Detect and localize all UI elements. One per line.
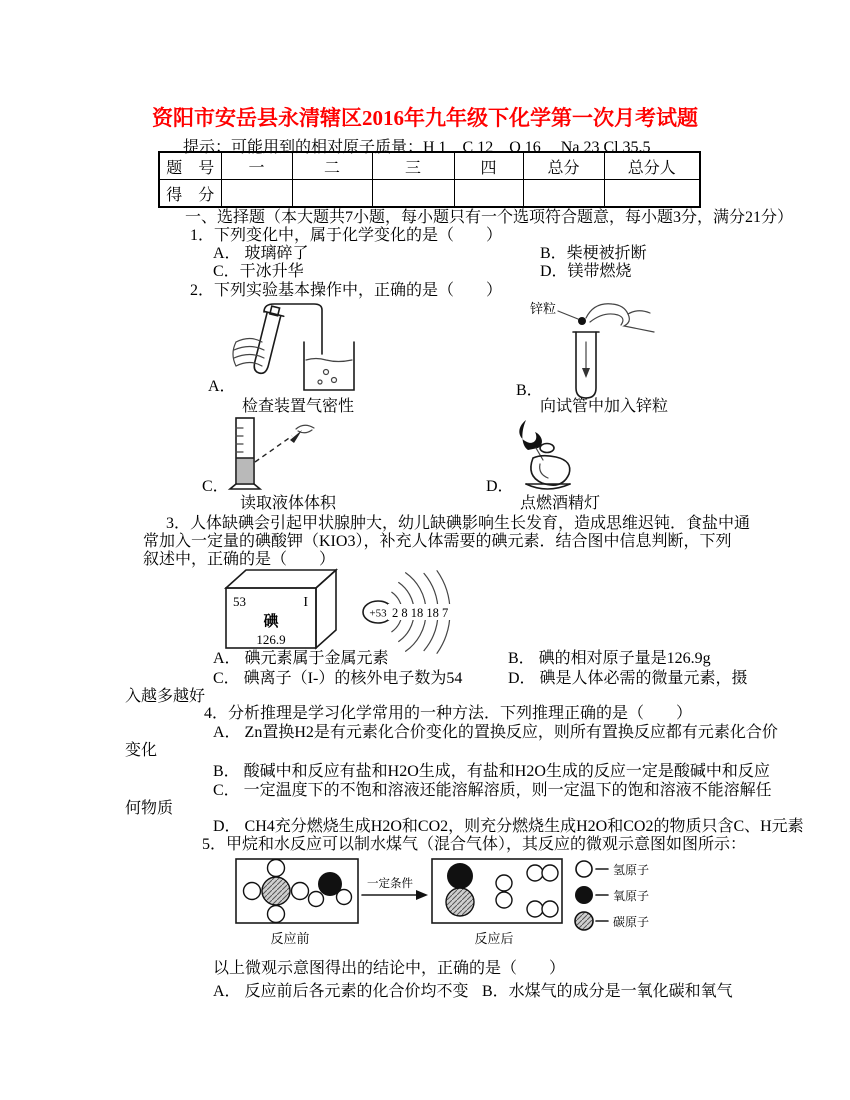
score-table-header-row: [159, 152, 700, 180]
q1-option-c: C．干冰升华: [213, 263, 304, 280]
after-label: 反应后: [474, 931, 514, 946]
carbon-atom-icon: [262, 877, 290, 905]
q1-option-d: D．镁带燃烧: [540, 263, 632, 280]
flame-icon: [519, 420, 542, 450]
hand-icon: [586, 304, 654, 332]
score-cell: [372, 180, 454, 208]
q4-option-a-wrap: 变化: [125, 742, 158, 759]
before-label: 反应前: [270, 931, 310, 946]
hydrogen-atom-icon: [337, 890, 352, 905]
section-heading: 一、选择题（本大题共7小题，每小题只有一个选项符合题意，每小题3分，满分21分）: [185, 209, 794, 226]
carbon-atom-icon: [446, 888, 474, 916]
q2-option-d-label: D．: [486, 478, 514, 495]
score-header-cell: 三: [372, 152, 454, 180]
q4-option-c-wrap: 何物质: [125, 800, 174, 817]
score-cell: [604, 180, 700, 208]
atomic-mass-hint: 提示：可能用到的相对原子质量：H 1 C 12 O 16 Na 23 Cl 35.5: [183, 139, 651, 156]
after-reaction-box: [432, 859, 562, 923]
zinc-granule-icon: [578, 317, 586, 325]
hydrogen-atom-icon: [542, 865, 558, 881]
score-header-cell: 总分: [523, 152, 604, 180]
score-cell: [523, 180, 604, 208]
before-reaction-box: [236, 859, 358, 923]
carbon-atom-icon: [575, 912, 593, 930]
q3-option-b: B． 碘的相对原子量是126.9g: [508, 650, 711, 667]
q3-option-d: D． 碘是人体必需的微量元素，摄: [508, 670, 748, 687]
score-header-cell: 一: [221, 152, 292, 180]
atomic-mass: 126.9: [256, 632, 286, 647]
hydrogen-atom-icon: [576, 861, 592, 877]
legend-oxygen-label: 氧原子: [613, 889, 650, 903]
legend-carbon-label: 碳原子: [613, 915, 650, 929]
graduated-cylinder-icon: [230, 418, 260, 489]
legend-hydrogen-label: 氢原子: [613, 863, 650, 877]
q2-option-c-caption: 读取液体体积: [240, 495, 337, 512]
oxygen-atom-icon: [575, 886, 593, 904]
q4-option-c: C． 一定温度下的不饱和溶液还能溶解溶质，则一定温下的饱和溶液不能溶解任: [213, 782, 772, 799]
condition-label: 一定条件: [367, 878, 413, 890]
hydrogen-atom-icon: [496, 875, 512, 891]
score-header-cell: 题 号: [159, 152, 221, 180]
score-cell: [454, 180, 523, 208]
eye-icon: [296, 425, 314, 433]
hydrogen-atom-icon: [268, 906, 285, 923]
q3-option-d-wrap: 入越多越好: [125, 688, 206, 705]
add-zinc-diagram: [528, 298, 663, 402]
oxygen-atom-icon: [447, 863, 473, 889]
reaction-micro-diagram: [232, 855, 652, 947]
down-arrow-icon: [582, 368, 590, 378]
hydrogen-atom-icon: [527, 865, 543, 881]
airtightness-check-diagram: [222, 302, 362, 400]
atom-structure-icon: [363, 571, 468, 654]
page-title: 资阳市安岳县永清辖区2016年九年级下化学第一次月考试题: [152, 106, 698, 130]
hydrogen-atom-icon: [244, 883, 261, 900]
atomic-number: 53: [233, 594, 246, 609]
q5-option-b: B．水煤气的成分是一氧化碳和氧气: [482, 983, 733, 1000]
q1-stem: 1．下列变化中，属于化学变化的是（ ）: [190, 227, 503, 244]
q3-stem-line2: 常加入一定量的碘酸钾（KIO3），补充人体需要的碘元素．结合图中信息判断，下列: [143, 533, 732, 550]
element-symbol: I: [303, 595, 308, 610]
hydrogen-atom-icon: [496, 892, 512, 908]
q1-option-b: B．柴梗被折断: [540, 245, 647, 262]
q2-option-d-caption: 点燃酒精灯: [520, 495, 601, 512]
test-tube-icon: [573, 332, 599, 398]
q2-option-b-caption: 向试管中加入锌粒: [540, 398, 669, 415]
score-row-label: 得 分: [159, 180, 221, 208]
legend: [575, 861, 649, 930]
hydrogen-atom-icon: [309, 892, 324, 907]
score-header-cell: 总分人: [604, 152, 700, 180]
q4-option-d: D． CH4充分燃烧生成H2O和CO2，则充分燃烧生成H2O和CO2的物质只含C、H元素: [213, 818, 804, 835]
q4-option-b: B． 酸碱中和反应有盐和H2O生成，有盐和H2O生成的反应一定是酸碱中和反应: [213, 763, 770, 780]
beaker-icon: [304, 342, 354, 390]
iodine-element-info-diagram: [218, 560, 558, 656]
score-cell: [292, 180, 372, 208]
score-header-cell: 四: [454, 152, 523, 180]
hydrogen-atom-icon: [542, 901, 558, 917]
test-tube-icon: [250, 305, 286, 376]
q1-option-a: A． 玻璃碎了: [213, 245, 309, 262]
score-table: [158, 151, 701, 208]
q3-option-c: C． 碘离子（I-）的核外电子数为54: [213, 670, 463, 687]
q5-conclusion: 以上微观示意图得出的结论中，正确的是（ ）: [213, 960, 566, 977]
hydrogen-atom-icon: [527, 901, 543, 917]
q2-option-b-label: B．: [516, 382, 543, 399]
zinc-granule-label: 锌粒: [530, 301, 557, 316]
q3-option-a: A． 碘元素属于金属元素: [213, 650, 389, 667]
element-name: 碘: [263, 614, 279, 630]
q2-stem: 2．下列实验基本操作中，正确的是（ ）: [190, 282, 503, 299]
score-cell: [221, 180, 292, 208]
element-cube-icon: [226, 570, 336, 648]
q4-stem: 4．分析推理是学习化学常用的一种方法．下列推理正确的是（ ）: [204, 705, 693, 722]
hydrogen-atom-icon: [292, 883, 309, 900]
q4-option-a: A． Zn置换H2是有元素化合价变化的置换反应，则所有置换反应都有元素化合价: [213, 724, 778, 741]
hydrogen-atom-icon: [268, 860, 285, 877]
q2-option-a-label: A．: [208, 378, 236, 395]
reaction-arrow-icon: [362, 876, 428, 900]
score-header-cell: 二: [292, 152, 372, 180]
score-table-score-row: [159, 180, 700, 208]
q5-option-a: A． 反应前后各元素的化合价均不变: [213, 983, 469, 1000]
q2-option-c-label: C．: [202, 478, 229, 495]
q2-option-a-caption: 检查装置气密性: [242, 398, 355, 415]
q3-stem-line3: 叙述中，正确的是（ ）: [143, 551, 336, 568]
alcohol-lamp-icon: [526, 444, 570, 490]
sight-line-icon: [255, 430, 302, 462]
electron-shells: 2 8 18 18 7: [392, 606, 449, 620]
q3-stem-line1: 3．人体缺碘会引起甲状腺肿大，幼儿缺碘影响生长发育，造成思维迟钝．食盐中通: [166, 515, 751, 532]
nucleus-charge: +53: [369, 607, 387, 620]
q5-stem: 5．甲烷和水反应可以制水煤气（混合气体），其反应的微观示意图如图所示：: [202, 836, 747, 853]
